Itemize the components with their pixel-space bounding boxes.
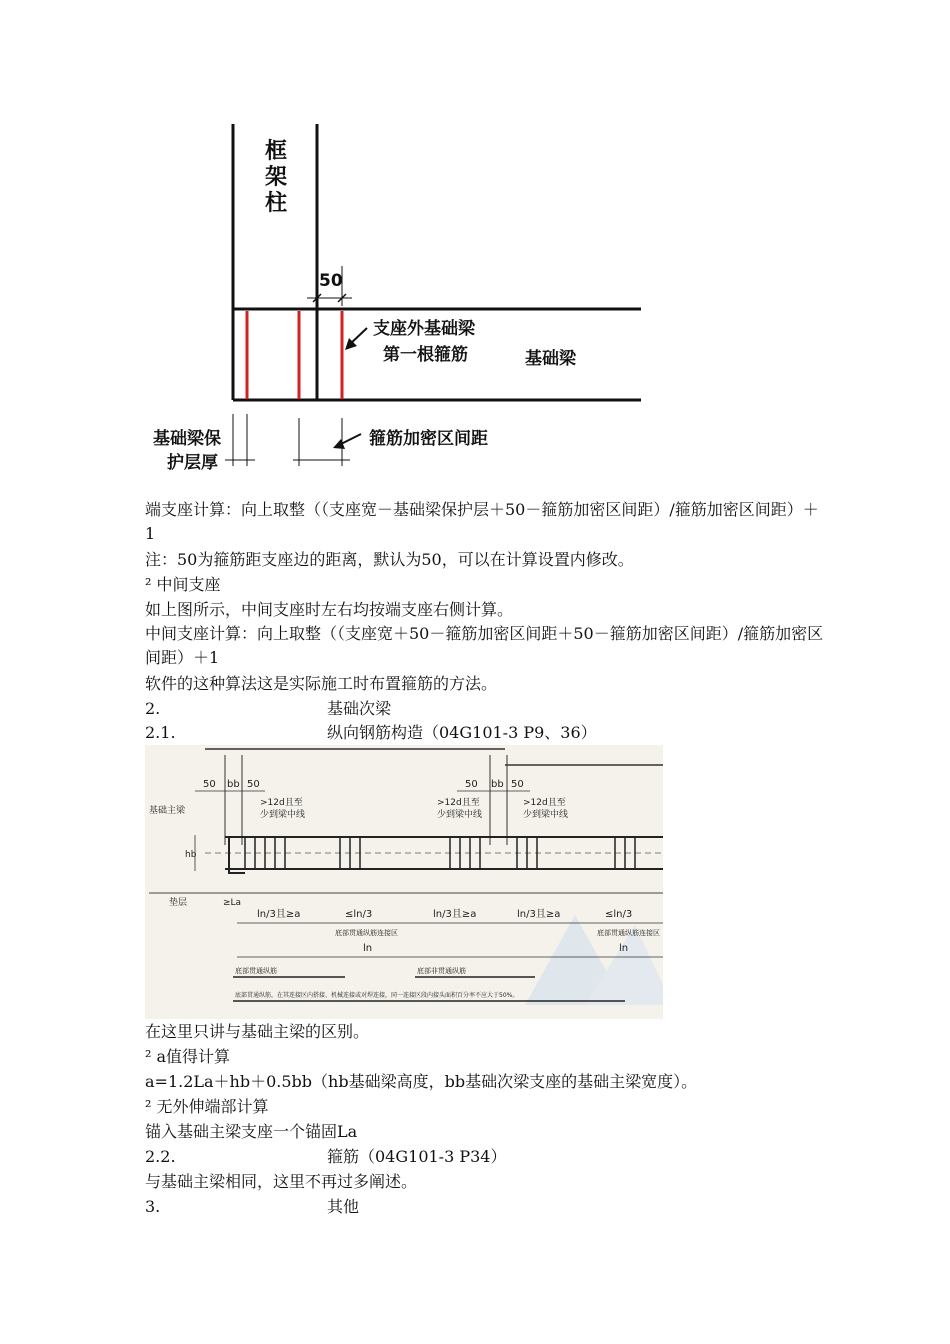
heading-2-number: 2.: [145, 699, 161, 718]
seg2-label: ≤ln/3: [345, 909, 373, 920]
note-12d-b: >12d且至: [437, 798, 480, 808]
callout-line2: 第一根箍筋: [383, 345, 468, 365]
cover-label-1: 基础梁保: [153, 429, 221, 449]
span2-label: ln: [619, 943, 629, 954]
heading-2-title: 基础次梁: [327, 699, 392, 718]
figure-longitudinal-rebar: [145, 745, 663, 1019]
paragraph-note: 注：50为箍筋距支座边的距离，默认为50，可以在计算设置内修改。: [145, 550, 634, 569]
callout-line1: 支座外基础梁: [373, 319, 475, 339]
paragraph-middle-support-desc: 如上图所示，中间支座时左右均按端支座右侧计算。: [145, 600, 514, 619]
heading-2: [145, 697, 825, 721]
paragraph-end-support-calc: 端支座计算：向上取整（（支座宽－基础梁保护层＋50－箍筋加密区间距）/箍筋加密区间距）＋1: [145, 500, 819, 543]
span1-label: ln: [363, 943, 373, 954]
bar-note-2: 底部贯通纵筋连接区: [597, 929, 660, 937]
paragraph-anchor: 锚入基础主梁支座一个锚固La: [145, 1122, 358, 1141]
note-mid-a: 少到梁中线: [260, 810, 306, 820]
bullet-a-value: ² a值得计算: [145, 1047, 231, 1066]
la-label: ≥La: [223, 898, 242, 908]
dim-50c: 50: [465, 779, 478, 790]
column-label-3: 柱: [265, 191, 288, 216]
bottom-note: 底部贯通纵筋，在其连接区内搭接、机械连接或对焊连接，同一连接区段内接头面积百分率不应大于50%。: [235, 992, 519, 999]
seg5-label: ≤ln/3: [605, 909, 633, 920]
paragraph-difference: 在这里只讲与基础主梁的区别。: [145, 1022, 370, 1041]
heading-2-2: [145, 1145, 825, 1169]
heading-3-number: 3.: [145, 1197, 161, 1216]
seg1-label: ln/3且≥a: [257, 909, 301, 920]
bar-note-1: 底部贯通纵筋连接区: [335, 929, 398, 937]
heading-2-1: [145, 721, 825, 745]
heading-3-title: 其他: [327, 1197, 360, 1216]
paragraph-a-formula: a=1.2La＋hb＋0.5bb（hb基础梁高度，bb基础次梁支座的基础主梁宽度）。: [145, 1072, 698, 1091]
dim-50d: 50: [511, 779, 524, 790]
column-label-1: 框: [265, 139, 288, 164]
dim-bb-2: bb: [491, 779, 504, 790]
dim-50a: 50: [203, 779, 216, 790]
dim-bb-1: bb: [227, 779, 240, 790]
paragraph-middle-support-calc: 中间支座计算：向上取整（（支座宽＋50－箍筋加密区间距＋50－箍筋加密区间距）/箍筋加密区间距）＋1: [145, 624, 824, 667]
column-label-2: 架: [265, 165, 288, 190]
main-beam-label: 基础主梁: [149, 806, 186, 816]
bullet-no-overhang: ² 无外伸端部计算: [145, 1097, 269, 1116]
note-12d-a: >12d且至: [260, 798, 303, 808]
cushion-label: 垫层: [169, 898, 188, 908]
figure-stirrup-placement: [145, 118, 645, 480]
seg4-label: ln/3且≥a: [517, 909, 561, 920]
note-mid-c: 少到梁中线: [523, 810, 569, 820]
heading-2-1-number: 2.1.: [145, 723, 176, 742]
note-mid-b: 少到梁中线: [437, 810, 483, 820]
paragraph-same-as-main: 与基础主梁相同，这里不再过多阐述。: [145, 1172, 418, 1191]
dim-50b: 50: [247, 779, 260, 790]
spacing-label: 箍筋加密区间距: [369, 429, 488, 449]
note-12d-c: >12d且至: [523, 798, 566, 808]
paragraph-software-method: 软件的这种算法这是实际施工时布置箍筋的方法。: [145, 674, 498, 693]
heading-3: [145, 1195, 825, 1219]
cover-label-2: 护层厚: [167, 453, 218, 473]
heading-2-1-title: 纵向钢筋构造（04G101-3 P9、36）: [327, 723, 597, 742]
beam-label: 基础梁: [525, 349, 576, 369]
bullet-middle-support: ² 中间支座: [145, 575, 221, 594]
hb-label: hb: [185, 850, 197, 860]
heading-2-2-title: 箍筋（04G101-3 P34）: [327, 1147, 507, 1166]
heading-2-2-number: 2.2.: [145, 1147, 176, 1166]
dim-50-label: 50: [319, 271, 343, 291]
bar-note-3: 底部贯通纵筋: [235, 967, 277, 975]
bar-note-4: 底部非贯通纵筋: [417, 967, 466, 975]
seg3-label: ln/3且≥a: [433, 909, 477, 920]
